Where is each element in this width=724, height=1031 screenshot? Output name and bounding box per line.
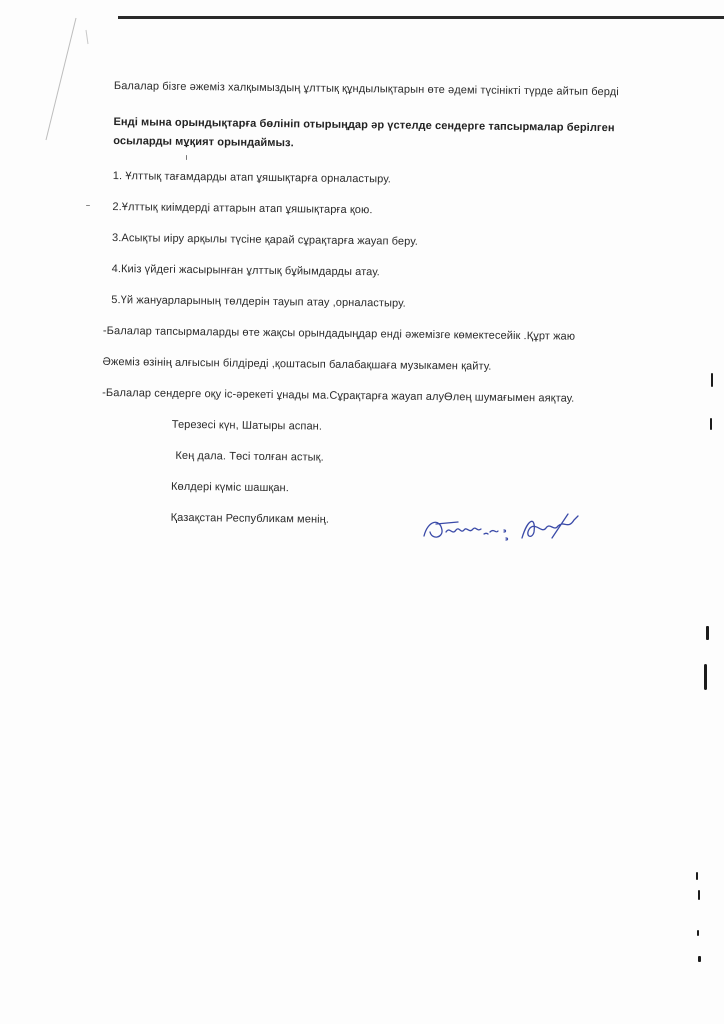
scan-mark (706, 626, 709, 640)
paragraph-helping: -Балалар тапсырмаларды өте жақсы орындадыңдар енді әжемізге көмектесейік .Құрт жаю (102, 324, 576, 343)
poem-line-1: Терезесі күн, Шатыры аспан. (171, 418, 323, 433)
scan-mark (697, 930, 699, 936)
poem-line-3: Көлдері күміс шашқан. (170, 480, 290, 495)
scan-mark (704, 664, 707, 690)
paragraph-farewell: Әжеміз өзінің алғысын білдіреді ,қоштасып балабақшаға музыкамен қайту. (102, 355, 492, 373)
paragraph-intro: Балалар бізге әжеміз халқымыздың ұлттық құндылықтарын өте әдемі түсінікті түрде айтып берді (113, 80, 619, 99)
handwritten-signature (418, 510, 588, 550)
scan-mark (186, 155, 187, 160)
scan-mark (696, 872, 698, 880)
scan-mark (86, 205, 90, 206)
poem-line-2: Кең дала. Төсі толған астық. (175, 449, 324, 464)
task-item-2: 2.Ұлттық киімдерді аттарын атап ұяшықтарға қою. (112, 201, 373, 217)
scan-mark (710, 418, 712, 430)
task-item-5: 5.Үй жануарларының төлдерін тауып атау ,орналастыру. (111, 294, 406, 310)
task-item-3: 3.Асықты иіру арқылы түсіне қарай сұрақтарға жауап беру. (111, 232, 419, 248)
paragraph-instructions-line1: Енді мына орындықтарға бөлініп отырыңдар әр үстелде сендерге тапсырмалар берілген (113, 116, 615, 135)
scan-mark (711, 373, 713, 387)
task-item-4: 4.Киіз үйдегі жасырынған ұлттық бұйымдарды атау. (111, 263, 380, 279)
task-item-1: 1. Ұлттық тағамдарды атап ұяшықтарға орналастыру. (112, 170, 392, 186)
scan-mark (698, 890, 700, 900)
poem-line-4: Қазақстан Республикам менің. (170, 511, 330, 526)
scan-mark (698, 956, 701, 962)
paragraph-instructions-line2: осыларды мұқият орындаймыз. (113, 135, 294, 150)
paragraph-conclusion: -Балалар сендерге оқу іс-әрекеті ұнады ма.Сұрақтарға жауап алуӨлең шумағымен аяқтау. (102, 386, 575, 405)
